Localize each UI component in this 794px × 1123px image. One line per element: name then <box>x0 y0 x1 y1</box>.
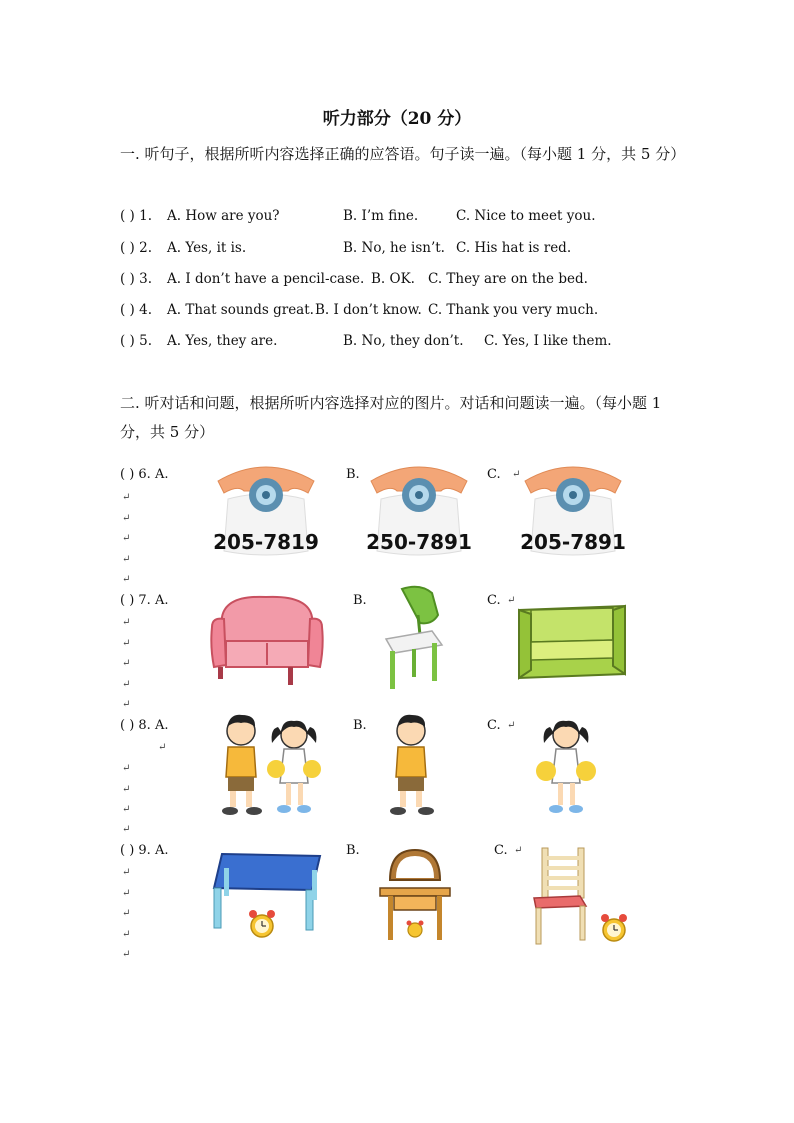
telephone-icon <box>515 459 631 563</box>
option-c-label: C. <box>487 593 501 608</box>
option-b-label: B. <box>353 593 367 608</box>
section1-heading: 一. 听句子，根据所听内容选择正确的应答语。句子读一遍。（每小题 1 分，共 5 分） <box>120 145 686 163</box>
paragraph-mark: ↵ <box>158 742 167 753</box>
paragraph-mark: ↵ <box>122 533 131 544</box>
paragraph-mark: ↵ <box>514 845 523 856</box>
paragraph-mark: ↵ <box>122 617 131 628</box>
option-a: A. I don’t have a pencil-case. <box>167 271 365 287</box>
desk-with-clock-image <box>376 846 454 944</box>
telephone-icon <box>361 459 477 563</box>
paragraph-mark: ↵ <box>122 804 131 815</box>
option-c-label: C. <box>487 467 501 482</box>
green-sofa-image <box>513 600 631 682</box>
paragraph-mark: ↵ <box>122 949 131 960</box>
option-c-label: C. <box>494 843 508 858</box>
boy-and-girl-image <box>208 711 326 823</box>
paragraph-mark: ↵ <box>122 699 131 710</box>
table-with-clock-image <box>208 846 326 946</box>
option-c: C. Yes, I like them. <box>484 333 612 349</box>
paragraph-mark: ↵ <box>122 492 131 503</box>
paragraph-mark: ↵ <box>122 824 131 835</box>
question-number: ( ) 5. <box>120 333 152 349</box>
question-number: ( ) 4. <box>120 302 152 318</box>
paragraph-mark: ↵ <box>122 908 131 919</box>
green-chair-image <box>380 585 446 693</box>
question-9-label: ( ) 9. A. <box>120 843 169 858</box>
option-b-label: B. <box>346 467 360 482</box>
option-c: C. Thank you very much. <box>428 302 599 318</box>
option-a: A. Yes, they are. <box>167 333 278 349</box>
paragraph-mark: ↵ <box>122 929 131 940</box>
paragraph-mark: ↵ <box>122 763 131 774</box>
question-number: ( ) 1. <box>120 208 152 224</box>
page-title: 听力部分（20 分） <box>322 109 472 129</box>
option-b: B. OK. <box>371 271 415 287</box>
option-c: C. His hat is red. <box>456 240 572 256</box>
option-b: B. No, they don’t. <box>343 333 464 349</box>
option-a: A. How are you? <box>167 208 280 224</box>
paragraph-mark: ↵ <box>122 638 131 649</box>
phone-number: 205-7819 <box>213 530 319 554</box>
pink-sofa-image <box>208 587 326 689</box>
option-b: B. No, he isn’t. <box>343 240 445 256</box>
option-a: A. That sounds great. <box>167 302 314 318</box>
paragraph-mark: ↵ <box>512 469 521 480</box>
option-a: A. Yes, it is. <box>167 240 247 256</box>
question-8-label: ( ) 8. A. <box>120 718 169 733</box>
boy-image <box>376 711 446 823</box>
question-6-label: ( ) 6. A. <box>120 467 169 482</box>
section2-heading: 二. 听对话和问题，根据所听内容选择对应的图片。对话和问题读一遍。（每小题 1 分，共 5 分） <box>120 394 662 441</box>
option-c: C. Nice to meet you. <box>456 208 596 224</box>
phone-number: 250-7891 <box>366 530 472 554</box>
paragraph-mark: ↵ <box>122 867 131 878</box>
paragraph-mark: ↵ <box>122 888 131 899</box>
option-b: B. I don’t know. <box>315 302 422 318</box>
paragraph-mark: ↵ <box>122 658 131 669</box>
phone-number: 205-7891 <box>520 530 626 554</box>
paragraph-mark: ↵ <box>122 554 131 565</box>
question-number: ( ) 2. <box>120 240 152 256</box>
paragraph-mark: ↵ <box>122 679 131 690</box>
option-b-label: B. <box>346 843 360 858</box>
option-b: B. I’m fine. <box>343 208 419 224</box>
telephone-icon <box>208 459 324 563</box>
paragraph-mark: ↵ <box>122 784 131 795</box>
chair-with-clock-image <box>524 846 632 946</box>
paragraph-mark: ↵ <box>122 513 131 524</box>
paragraph-mark: ↵ <box>507 595 516 606</box>
option-c: C. They are on the bed. <box>428 271 588 287</box>
paragraph-mark: ↵ <box>507 720 516 731</box>
option-c-label: C. <box>487 718 501 733</box>
paragraph-mark: ↵ <box>122 574 131 585</box>
question-number: ( ) 3. <box>120 271 152 287</box>
option-b-label: B. <box>353 718 367 733</box>
question-7-label: ( ) 7. A. <box>120 593 169 608</box>
girl-image <box>528 711 604 823</box>
